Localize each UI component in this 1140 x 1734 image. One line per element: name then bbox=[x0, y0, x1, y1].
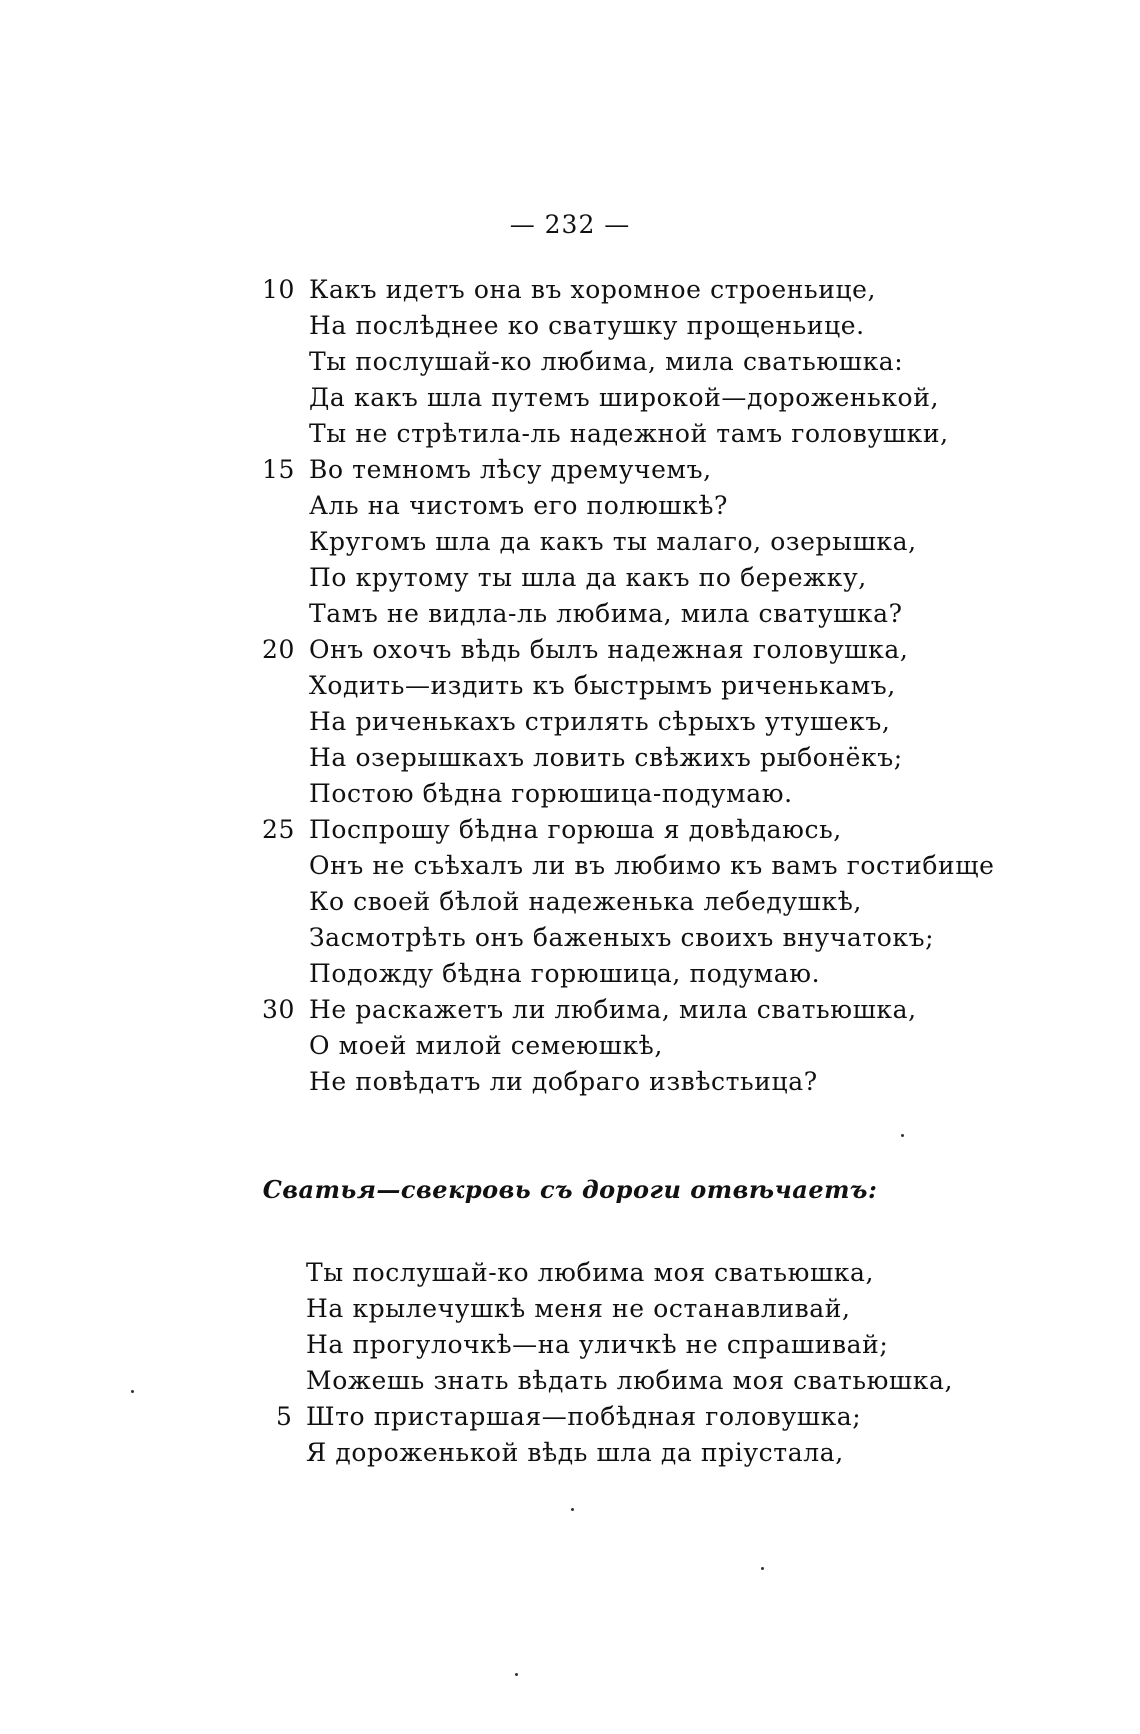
page-number: — 232 — bbox=[509, 210, 631, 239]
verse-line bbox=[0, 380, 1140, 416]
verse-text: Онъ охочъ вѣдь былъ надежная головушка, bbox=[309, 635, 909, 664]
verse-line bbox=[0, 668, 1140, 704]
verse-line bbox=[0, 956, 1140, 992]
verse-line bbox=[0, 488, 1140, 524]
print-speck bbox=[515, 1673, 518, 1676]
verse-line bbox=[0, 776, 1140, 812]
verse-line bbox=[0, 848, 1140, 884]
print-speck bbox=[901, 1134, 904, 1137]
verse-text: Засмотрѣть онъ баженыхъ своихъ внучатокъ; bbox=[309, 923, 935, 952]
verse-text: Да какъ шла путемъ широкой—дороженькой, bbox=[309, 383, 940, 412]
verse-line bbox=[0, 1363, 1140, 1399]
verse-line bbox=[0, 704, 1140, 740]
stanza-reply bbox=[0, 1255, 1140, 1471]
line-number: 5 bbox=[276, 1402, 293, 1431]
verse-text: На прогулочкѣ—на уличкѣ не спрашивай; bbox=[306, 1330, 889, 1359]
verse-line bbox=[0, 416, 1140, 452]
verse-text: Ты послушай-ко любима, мила сватьюшка: bbox=[309, 347, 904, 376]
verse-text: Постою бѣдна горюшица-подумаю. bbox=[309, 779, 793, 808]
print-speck bbox=[131, 1390, 134, 1393]
verse-line bbox=[0, 884, 1140, 920]
verse-text: Я дороженькой вѣдь шла да пріустала, bbox=[306, 1438, 844, 1467]
verse-line bbox=[0, 992, 1140, 1028]
line-number: 20 bbox=[262, 635, 296, 664]
line-number: 25 bbox=[262, 815, 296, 844]
verse-text: Кругомъ шла да какъ ты малаго, озерышка, bbox=[309, 527, 917, 556]
verse-line bbox=[0, 272, 1140, 308]
verse-text: На крылечушкѣ меня не останавливай, bbox=[306, 1294, 851, 1323]
verse-line bbox=[0, 920, 1140, 956]
verse-text: Ты послушай-ко любима моя сватьюшка, bbox=[306, 1258, 875, 1287]
print-speck bbox=[571, 1508, 574, 1511]
verse-text: На послѣднее ко сватушку прощеньице. bbox=[309, 311, 865, 340]
verse-text: Поспрошу бѣдна горюша я довѣдаюсь, bbox=[309, 815, 842, 844]
verse-text: Не раскажетъ ли любима, мила сватьюшка, bbox=[309, 995, 917, 1024]
line-number: 30 bbox=[262, 995, 296, 1024]
verse-text: По крутому ты шла да какъ по бережку, bbox=[309, 563, 867, 592]
verse-text: Не повѣдатъ ли добраго извѣстьица? bbox=[309, 1067, 818, 1096]
verse-line bbox=[0, 452, 1140, 488]
verse-line bbox=[0, 560, 1140, 596]
verse-text: Аль на чистомъ его полюшкѣ? bbox=[309, 491, 729, 520]
verse-text: Онъ не съѣхалъ ли въ любимо къ вамъ гостибище bbox=[309, 851, 995, 880]
verse-text: Какъ идетъ она въ хоромное строеньице, bbox=[309, 275, 877, 304]
stanza-main bbox=[0, 272, 1140, 1100]
section-heading: Сватья—свекровь съ дороги отвѣчаетъ: bbox=[262, 1175, 878, 1204]
verse-line bbox=[0, 1399, 1140, 1435]
verse-text: На риченькахъ стрилять сѣрыхъ утушекъ, bbox=[309, 707, 891, 736]
verse-text: Ходить—издить къ быстрымъ риченькамъ, bbox=[309, 671, 896, 700]
verse-line bbox=[0, 524, 1140, 560]
verse-line bbox=[0, 344, 1140, 380]
verse-text: Ты не стрѣтила-ль надежной тамъ головушки, bbox=[309, 419, 949, 448]
verse-text: Подожду бѣдна горюшица, подумаю. bbox=[309, 959, 821, 988]
verse-line bbox=[0, 596, 1140, 632]
line-number: 15 bbox=[262, 455, 296, 484]
verse-text: Што пристаршая—побѣдная головушка; bbox=[306, 1402, 862, 1431]
verse-text: О моей милой семеюшкѣ, bbox=[309, 1031, 663, 1060]
verse-line bbox=[0, 1291, 1140, 1327]
verse-text: Тамъ не видла-ль любима, мила сватушка? bbox=[309, 599, 903, 628]
verse-text: На озерышкахъ ловить свѣжихъ рыбонёкъ; bbox=[309, 743, 903, 772]
print-speck bbox=[761, 1567, 764, 1570]
verse-line bbox=[0, 740, 1140, 776]
verse-text: Во темномъ лѣсу дремучемъ, bbox=[309, 455, 712, 484]
verse-line bbox=[0, 1327, 1140, 1363]
verse-line bbox=[0, 812, 1140, 848]
verse-line bbox=[0, 1028, 1140, 1064]
verse-line bbox=[0, 1435, 1140, 1471]
verse-line bbox=[0, 632, 1140, 668]
verse-line bbox=[0, 1255, 1140, 1291]
verse-line bbox=[0, 1064, 1140, 1100]
line-number: 10 bbox=[262, 275, 296, 304]
verse-text: Можешь знать вѣдать любима моя сватьюшка, bbox=[306, 1366, 954, 1395]
verse-line bbox=[0, 308, 1140, 344]
verse-text: Ко своей бѣлой надеженька лебедушкѣ, bbox=[309, 887, 862, 916]
